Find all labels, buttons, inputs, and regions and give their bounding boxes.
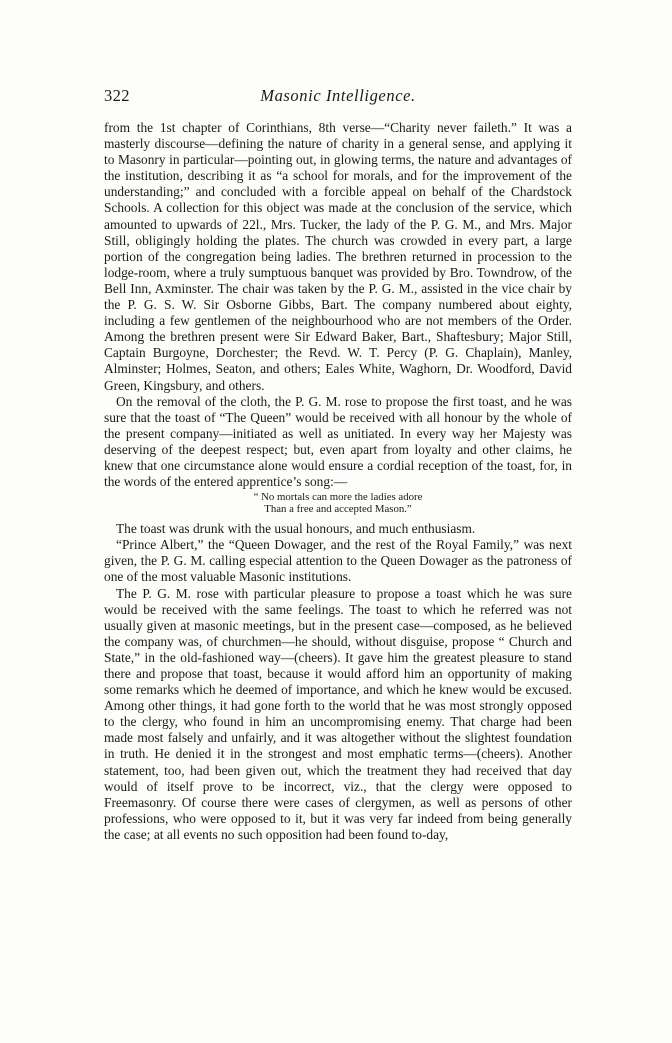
running-title: Masonic Intelligence.: [260, 86, 416, 105]
song-line-1: “ No mortals can more the ladies adore: [253, 491, 423, 504]
page-number: 322: [104, 86, 130, 105]
paragraph-royal-family-toast: “Prince Albert,” the “Queen Dowager, and the rest of the Royal Family,” was next given, the P. G. M. calling especial attention to the Queen Dowager as the patroness of one of the most valuable Masonic institutions.: [104, 537, 572, 585]
paragraph-sermon-and-banquet: from the 1st chapter of Corinthians, 8th verse—“Charity never faileth.” It was a masterly discourse—defining the nature of charity in a general sense, and applying it to Masonry in particular—pointing out, in glowing terms, the nature and advantages of the institution, describing it as “a school for morals, and for the improvement of the understanding;” and concluded with a forcible appeal on behalf of the Chardstock Schools. A collection for this object was made at the conclusion of the service, which amounted to upwards of 22l., Mrs. Tucker, the lady of the P. G. M., and Mrs. Major Still, obligingly holding the plates. The church was crowded in every part, a large portion of the congregation being ladies. The brethren returned in procession to the lodge-room, where a truly sumptuous banquet was provided by Bro. Towndrow, of the Bell Inn, Axminster. The chair was taken by the P. G. M., assisted in the vice chair by the P. G. S. W. Sir Osborne Gibbs, Bart. The company numbered about eighty, including a few gentlemen of the neighbourhood who are not members of the Order. Among the brethren present were Sir Edward Baker, Bart., Shaftesbury; Major Still, Captain Burgoyne, Dorchester; the Revd. W. T. Percy (P. G. Chaplain), Manley, Alminster; Holmes, Seaton, and others; Eales White, Waghorn, Dr. Woodford, David Green, Kingsbury, and others.: [104, 120, 572, 393]
song-quotation: [104, 490, 572, 521]
paragraph-queen-toast: On the removal of the cloth, the P. G. M. rose to propose the first toast, and he was sure that the toast of “The Queen” would be received with all honour by the whole of the present company—initiated as well as unitiated. In every way her Majesty was deserving of the deepest respect; but, even apart from loyalty and other claims, he knew that one circumstance alone would ensure a cordial reception of the toast, for, in the words of the entered apprentice’s song:—: [104, 393, 572, 490]
page-header: [104, 86, 572, 114]
paragraph-church-and-state: The P. G. M. rose with particular pleasure to propose a toast which he was sure would be received with the same feelings. The toast to which he referred was not usually given at masonic meetings, but in the present case—composed, as he believed the company was, of churchmen—he should, without disguise, propose “ Church and State,” in the old-fashioned way—(cheers). It gave him the greatest pleasure to stand there and propose that toast, because it would afford him an opportunity of making some remarks which he deemed of importance, and which he knew would be excused. Among other things, it had gone forth to the world that he was most strongly opposed to the clergy, who found in him an uncompromising enemy. That charge had been made most falsely and unfairly, and it was altogether without the slightest foundation in truth. He denied it in the strongest and most emphatic terms—(cheers). Another statement, too, had been given out, which the treatment they had received that day would of itself prove to be incorrect, viz., that the clergy were opposed to Freemasonry. Of course there were cases of clergymen, as well as persons of other professions, who were opposed to it, but it was very far indeed from being generally the case; at all events no such opposition had been found to-day,: [104, 585, 572, 842]
song-line-2: Than a free and accepted Mason.”: [264, 503, 412, 516]
paragraph-toast-drunk: The toast was drunk with the usual honours, and much enthusiasm.: [116, 521, 476, 537]
article-body: [104, 120, 572, 843]
